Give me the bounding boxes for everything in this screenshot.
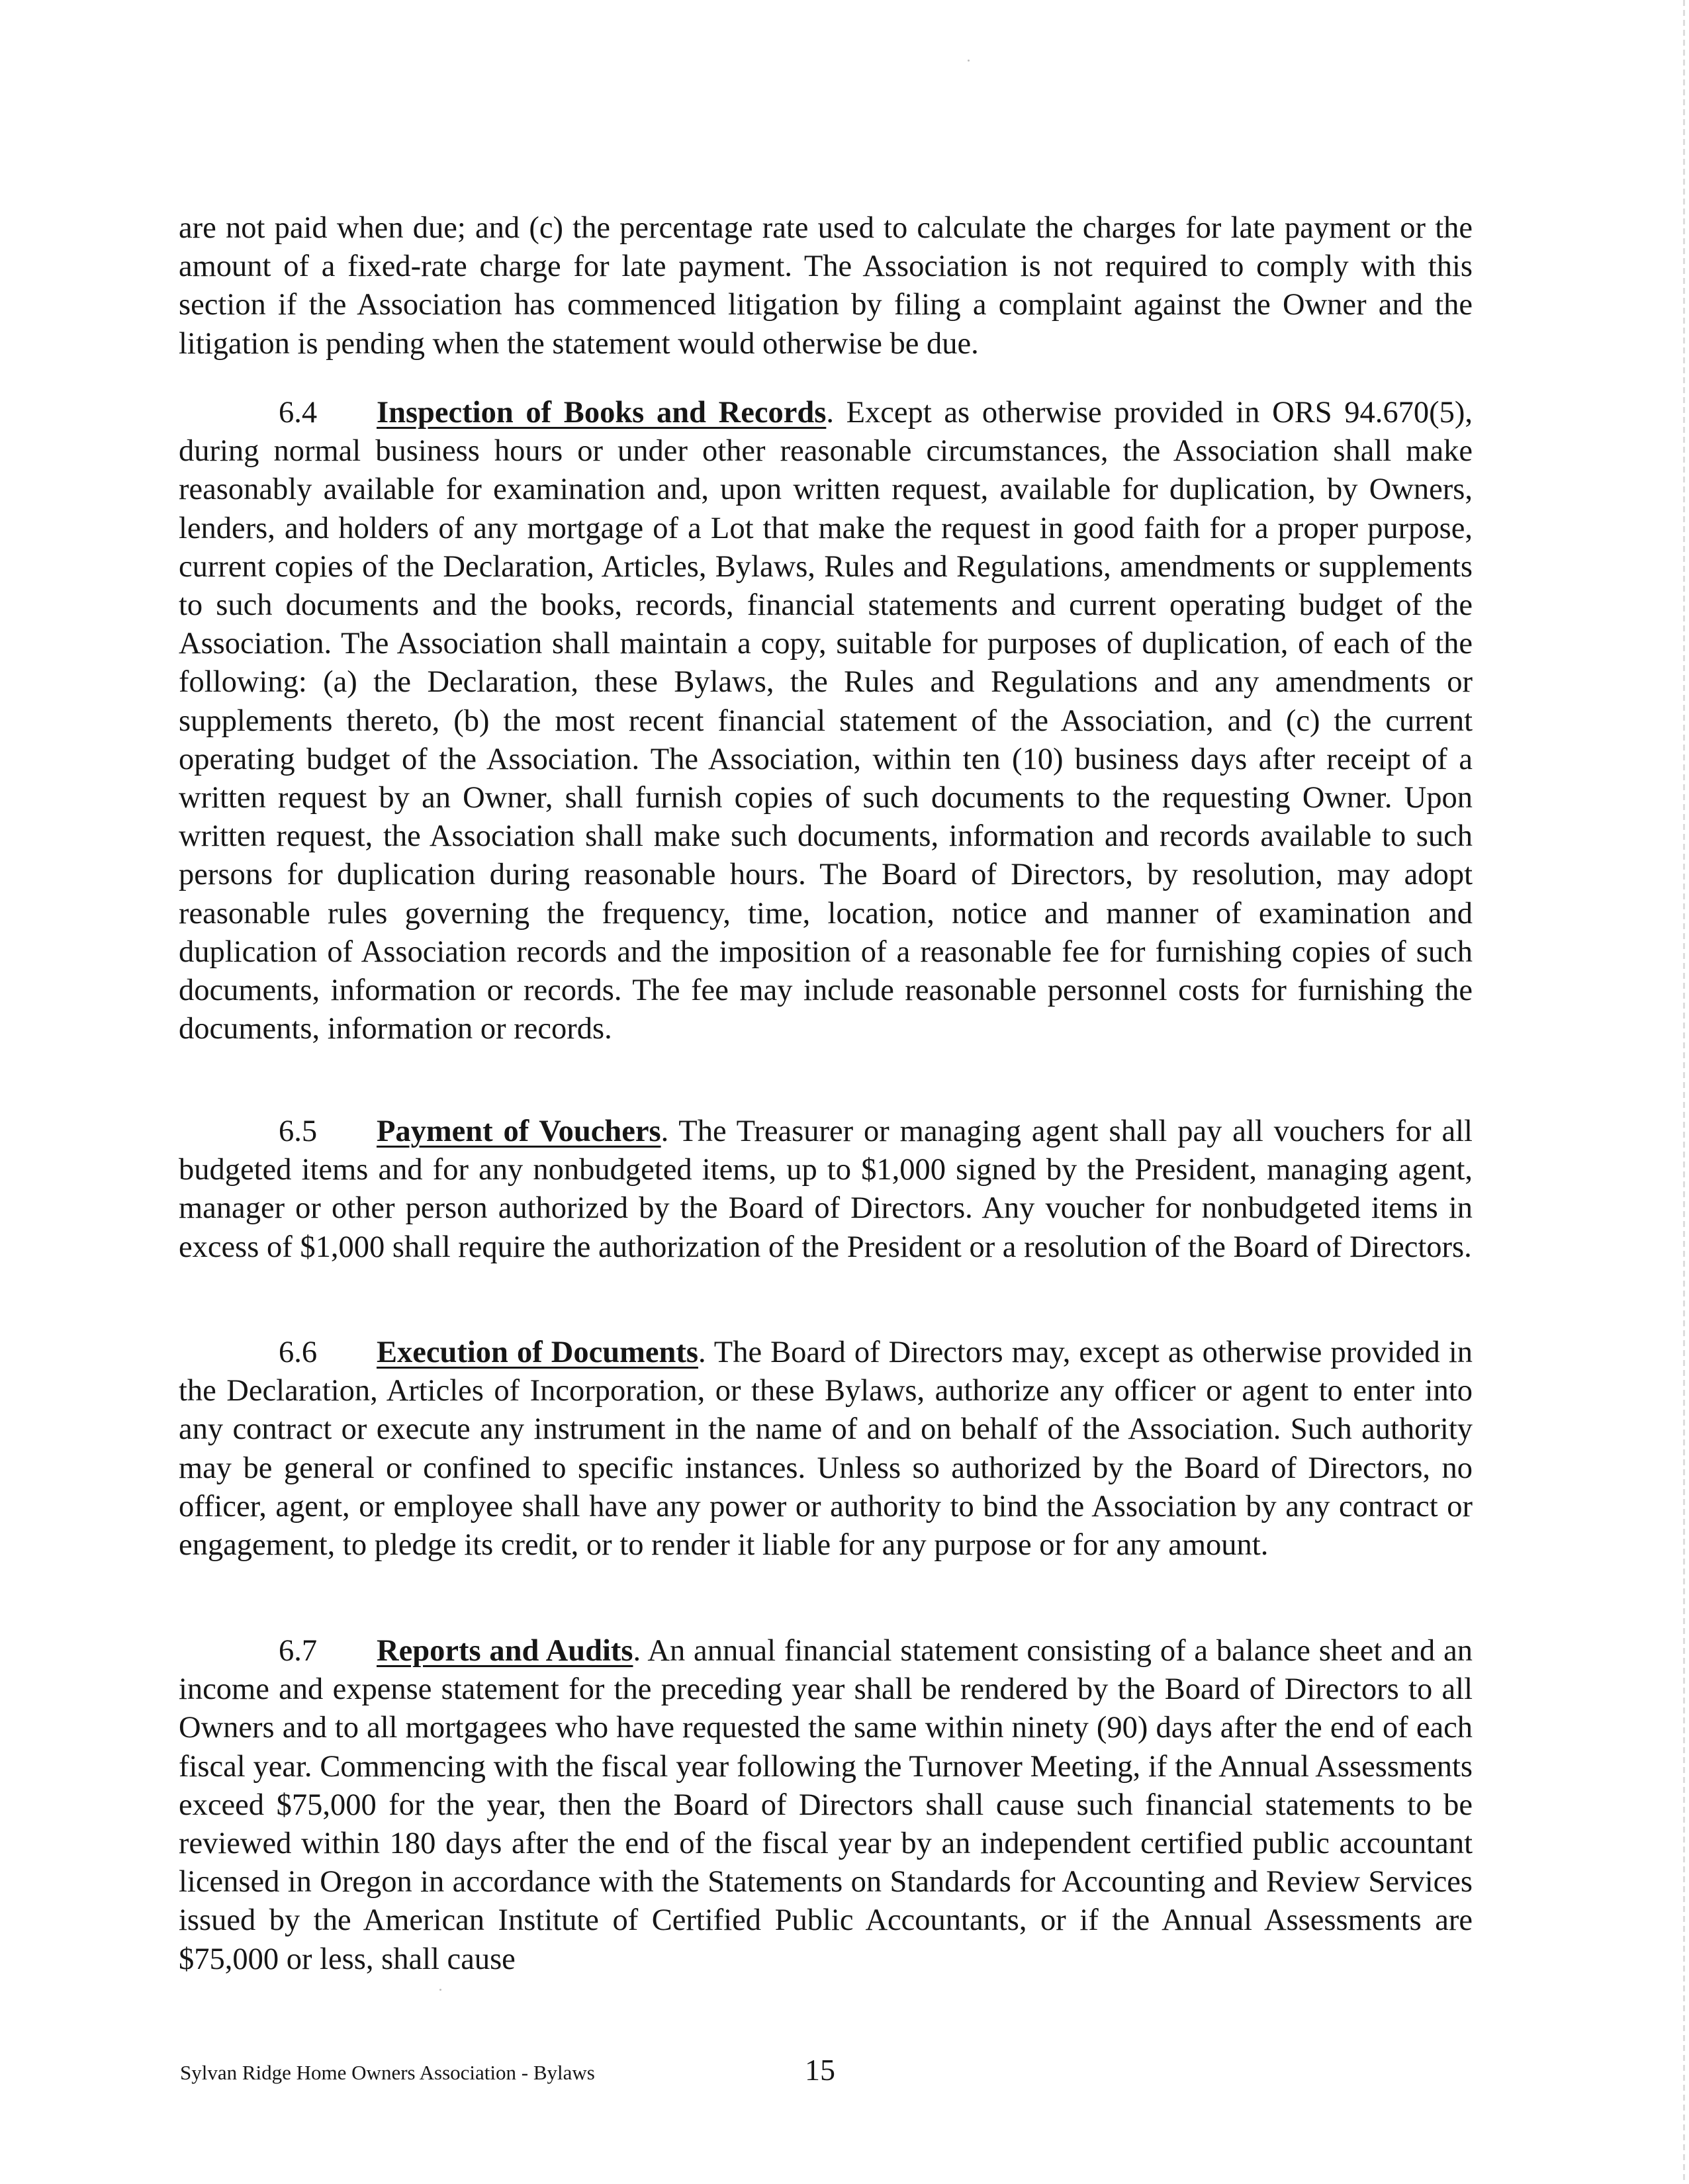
scan-speck	[968, 60, 970, 62]
page-number: 15	[805, 2053, 835, 2087]
scan-speck	[439, 1989, 441, 1991]
section-heading: Payment of Vouchers	[377, 1115, 661, 1148]
section-text: . Except as otherwise provided in ORS 94.670(5), during normal business hours or under other reasonable circumstances, the Association shall make reasonably available for examination and, upon written request, available for duplication, by Owners, lenders, and holders of any mortgage of a Lot that make the request in good faith for a proper purpose, current copies of the Declaration, Articles, Bylaws, Rules and Regulations, amendments or supplements to such documents and the books, records, financial statements and current operating budget of the Association. The Association shall maintain a copy, suitable for purposes of duplication, of each of the following: (a) the Declaration, these Bylaws, the Rules and Regulations and any amendments or supplements thereto, (b) the most recent financial statement of the Association, and (c) the current operating budget of the Association. The Association, within ten (10) business days after receipt of a written request by an Owner, shall furnish copies of such documents to the requesting Owner. Upon written request, the Association shall make such documents, information and records available to such persons for duplication during reasonable hours. The Board of Directors, by resolution, may adopt reasonable rules governing the frequency, time, location, notice and manner of examination and duplication of Association records and the imposition of a reasonable fee for furnishing copies of such documents, information or records. The fee may include reasonable personnel costs for furnishing the documents, information or records.	[179, 396, 1473, 1046]
paragraph-continuation	[179, 209, 1473, 363]
section-heading: Reports and Audits	[377, 1634, 633, 1668]
section-heading: Inspection of Books and Records	[377, 396, 827, 430]
section-text: . The Board of Directors may, except as otherwise provided in the Declaration, Articles of Incorporation, or these Bylaws, authorize any officer or agent to enter into any contract or execute any instrument in the name of and on behalf of the Association. Such authority may be general or confined to specific instances. Unless so authorized by the Board of Directors, no officer, agent, or employee shall have any power or authority to bind the Association by any contract or engagement, to pledge its credit, or to render it liable for any purpose or for any amount.	[179, 1336, 1473, 1563]
section-6-6	[179, 1334, 1473, 1565]
section-number: 6.5	[279, 1115, 318, 1148]
scanned-page-edge	[1683, 0, 1685, 2184]
section-number: 6.6	[279, 1336, 318, 1369]
section-text: . An annual financial statement consisting of a balance sheet and an income and expense statement for the preceding year shall be rendered by the Board of Directors to all Owners and to all mortgagees who have requested the same within ninety (90) days after the end of each fiscal year. Commencing with the fiscal year following the Turnover Meeting, if the Annual Assessments exceed $75,000 for the year, then the Board of Directors shall cause such financial statements to be reviewed within 180 days after the end of the fiscal year by an independent certified public accountant licensed in Oregon in accordance with the Statements on Standards for Accounting and Review Services issued by the American Institute of Certified Public Accountants, or if the Annual Assessments are $75,000 or less, shall cause	[179, 1634, 1473, 1976]
section-6-4	[179, 394, 1473, 1048]
section-6-7	[179, 1632, 1473, 1979]
footer-title: Sylvan Ridge Home Owners Association - Bylaws	[180, 2061, 595, 2084]
section-number: 6.4	[279, 396, 318, 430]
section-6-5	[179, 1113, 1473, 1267]
paragraph-text: are not paid when due; and (c) the percentage rate used to calculate the charges for late payment or the amount of a fixed-rate charge for late payment. The Association is not required to comply with this section if the Association has commenced litigation by filing a complaint against the Owner and the litigation is pending when the statement would otherwise be due.	[179, 211, 1473, 361]
section-number: 6.7	[279, 1634, 318, 1668]
section-text: . The Treasurer or managing agent shall pay all vouchers for all budgeted items and for any nonbudgeted items, up to $1,000 signed by the President, managing agent, manager or other person authorized by the Board of Directors. Any voucher for nonbudgeted items in excess of $1,000 shall require the authorization of the President or a resolution of the Board of Directors.	[179, 1115, 1473, 1264]
section-heading: Execution of Documents	[377, 1336, 698, 1369]
